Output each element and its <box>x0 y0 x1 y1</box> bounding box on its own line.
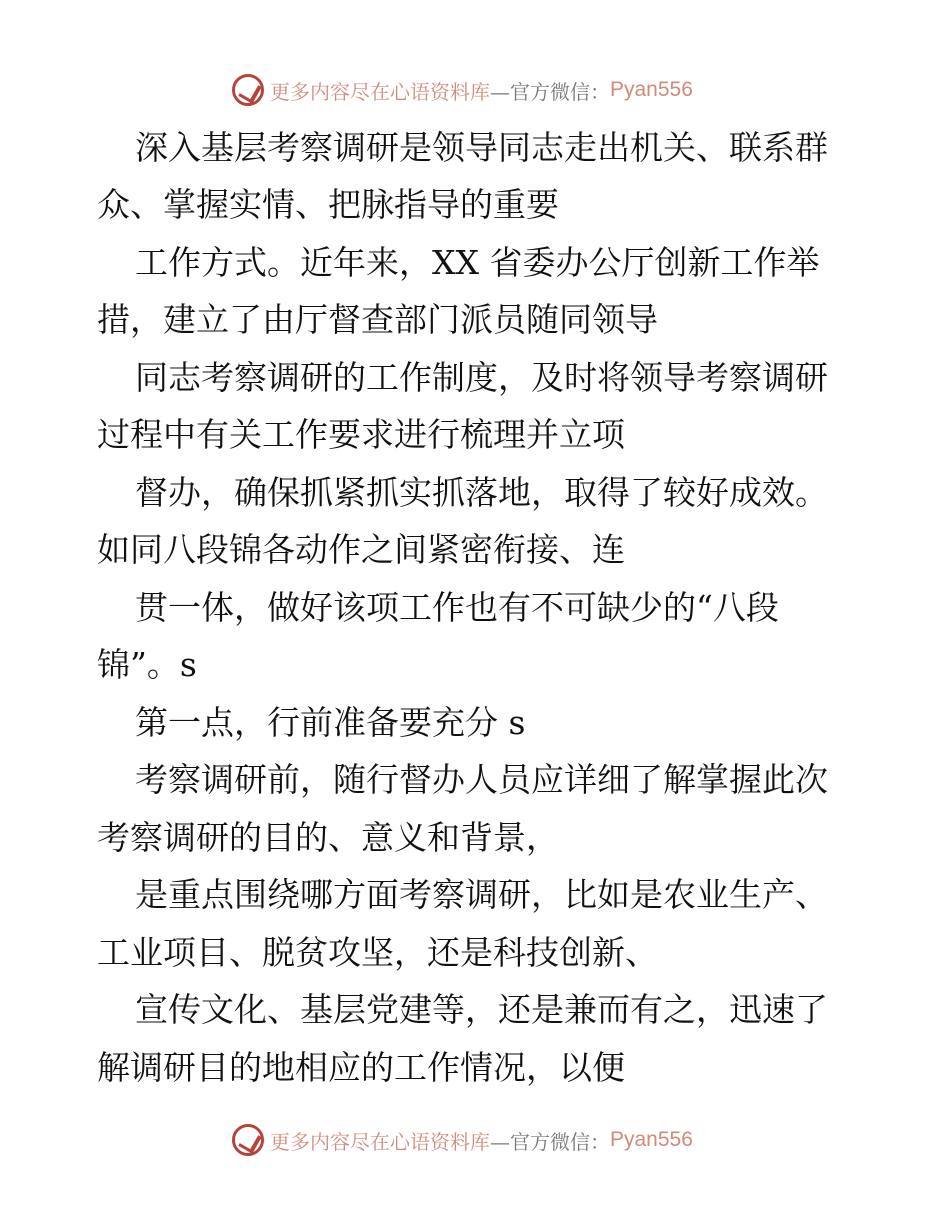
pen-logo-icon <box>232 1124 264 1156</box>
paragraph-line: 宣传文化、基层党建等，还是兼而有之，迅速了 <box>135 990 828 1029</box>
section-heading: 第一点，行前准备要充分 s <box>135 703 526 742</box>
paragraph-line: 考察调研的目的、意义和背景， <box>97 818 559 857</box>
paragraph-line: 深入基层考察调研是领导同志走出机关、联系群 <box>135 128 828 167</box>
paragraph-line: 过程中有关工作要求进行梳理并立项 <box>97 415 625 454</box>
paragraph-line: 同志考察调研的工作制度，及时将领导考察调研 <box>135 358 828 397</box>
watermark-wechat-id: Pyan556 <box>610 78 693 101</box>
paragraph-line: 工业项目、脱贫攻坚，还是科技创新、 <box>97 933 658 972</box>
watermark-text: 更多内容尽在心语资料库 <box>270 79 490 104</box>
paragraph-line: 措，建立了由厅督查部门派员随同领导 <box>97 300 658 339</box>
paragraph-line: 锦”。s <box>97 645 197 684</box>
watermark-wechat-label: —官方微信： <box>490 1129 610 1154</box>
paragraph-line: 是重点围绕哪方面考察调研，比如是农业生产、 <box>135 875 828 914</box>
header-watermark <box>232 73 693 107</box>
paragraph-line: 众、掌握实情、把脉指导的重要 <box>97 185 559 224</box>
paragraph-line: 解调研目的地相应的工作情况，以便 <box>97 1048 625 1087</box>
paragraph-line: 督办，确保抓紧抓实抓落地，取得了较好成效。 <box>135 473 828 512</box>
watermark-wechat-id: Pyan556 <box>610 1128 693 1151</box>
pen-logo-icon <box>232 74 264 106</box>
footer-watermark <box>232 1123 693 1157</box>
paragraph-line: 工作方式。近年来，XX 省委办公厅创新工作举 <box>135 243 820 282</box>
paragraph-line: 考察调研前，随行督办人员应详细了解掌握此次 <box>135 760 828 799</box>
paragraph-line: 贯一体，做好该项工作也有不可缺少的“八段 <box>135 588 779 627</box>
paragraph-line: 如同八段锦各动作之间紧密衔接、连 <box>97 530 625 569</box>
watermark-wechat-label: —官方微信： <box>490 79 610 104</box>
watermark-text: 更多内容尽在心语资料库 <box>270 1129 490 1154</box>
